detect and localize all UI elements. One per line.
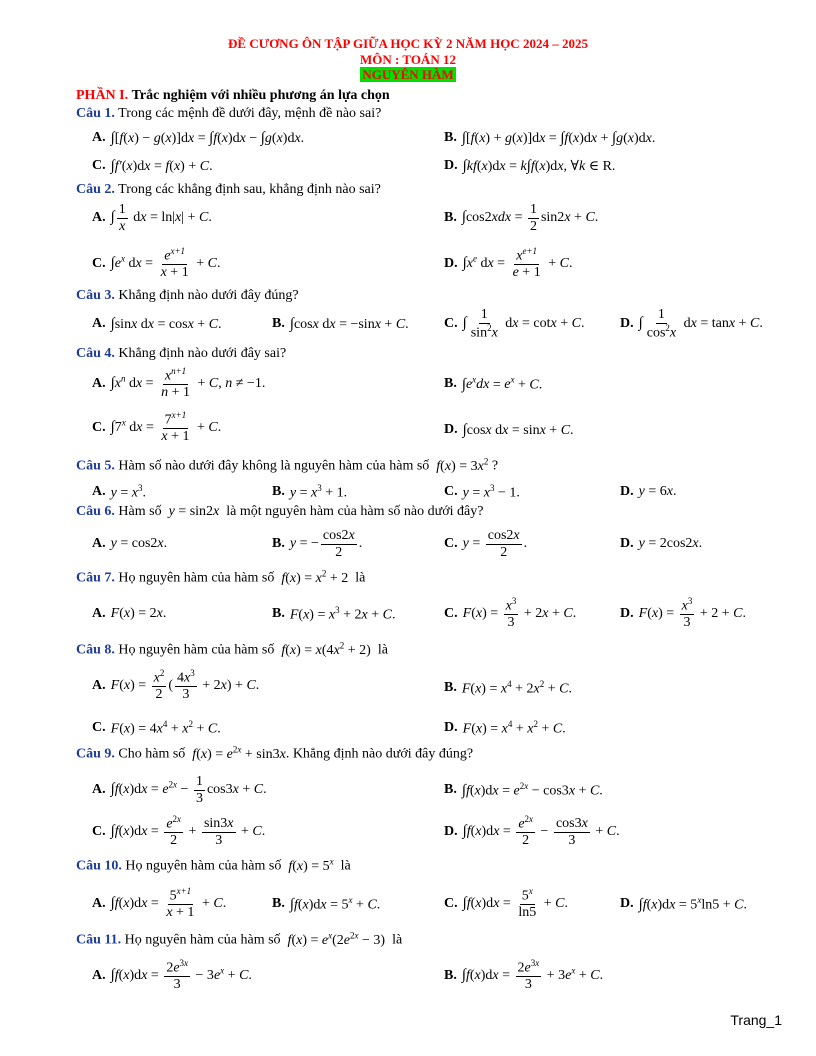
q3-option-a: A. ∫sinx dx = cosx + C. (92, 315, 222, 332)
q8-option-b: B. $F(x) = x^4 + 2x^2 + C$. (444, 678, 572, 697)
question-10: Câu 10. Họ nguyên hàm của hàm số $f(x) = 5^x$ là (76, 856, 351, 874)
q10-option-d: D. $\int f(x)dx = 5^x\ln 5 + C$. (620, 894, 747, 913)
q7-option-a: A. F(x) = 2x. (92, 606, 167, 621)
q8-option-a: A. F(x) = $\frac{x^2}{2}$ ( $\frac{4x^3}{3}$ + 2x) + C. (92, 668, 260, 703)
q7-option-d: D. F(x) = $\frac{x^3}{3}$ + 2 + C. (620, 596, 746, 631)
topic-line (0, 67, 816, 83)
q5-option-b: B. $y = x^3 + 1$. (272, 482, 348, 501)
q4-option-b: B. $\int e^xdx = e^x + C$. (444, 374, 543, 393)
question-2: Câu 2. Trong các khẳng định sau, khẳng định nào sai? (76, 182, 381, 197)
part-label: PHẦN I. (76, 88, 129, 103)
question-7: Câu 7. Họ nguyên hàm của hàm số $f(x) = x^2 + 2$ là (76, 568, 366, 586)
q7-option-b: B. $F(x) = x^3 + 2x + C$. (272, 604, 396, 623)
q5-option-c: C. $y = x^3 - 1$. (444, 482, 520, 501)
q3-option-d: D. ∫ $\frac{1}{\cos^2x}$ dx = tanx + C. (620, 307, 763, 341)
q9-option-b: B. $\int f(x)dx = e^{2x} - \cos 3x + C$. (444, 780, 603, 799)
q4-option-d: D. ∫cosx dx = sinx + C. (444, 421, 574, 438)
q8-option-d: D. $F(x) = x^4 + x^2 + C$. (444, 718, 566, 737)
q9-option-c: C. ∫f(x)dx = $\frac{e^{2x}}{2}$ + $\frac{\sin 3x}{3}$ + C. (92, 814, 266, 849)
q5-option-a: A. $y = x^3$. (92, 482, 146, 501)
question-8: Câu 8. Họ nguyên hàm của hàm số $f(x) = x(4x^2 + 2)$ là (76, 640, 388, 658)
q10-option-a: A. ∫f(x)dx = $\frac{5^{x+1}}{x + 1}$ + C. (92, 886, 227, 921)
q2-option-c: C. $\int e^x$ dx = $\frac{e^{x+1}}{x + 1}$ + C. (92, 246, 221, 281)
q9-option-d: D. ∫f(x)dx = $\frac{e^{2x}}{2}$ − $\frac{\cos 3x}{3}$ + C. (444, 814, 620, 849)
q2-option-d: D. $\int x^e$ dx = $\frac{x^{e+1}}{e + 1}$ + C. (444, 246, 573, 281)
q1-option-b: B. ∫[f(x) + g(x)]dx = ∫f(x)dx + ∫g(x)dx. (444, 129, 656, 146)
q1-option-a: A. ∫[f(x) − g(x)]dx = ∫f(x)dx − ∫g(x)dx. (92, 129, 305, 146)
question-6: Câu 6. Hàm số y = sin2x là một nguyên hàm của hàm số nào dưới đây? (76, 504, 484, 519)
q8-option-c: C. $F(x) = 4x^4 + x^2 + C$. (92, 718, 221, 737)
question-11: Câu 11. Họ nguyên hàm của hàm số $f(x) = e^x(2e^{2x} - 3)$ là (76, 930, 403, 948)
document-title: ĐỀ CƯƠNG ÔN TẬP GIỮA HỌC KỲ 2 NĂM HỌC 2024 – 2025 (228, 36, 588, 51)
topic-highlight: NGUYÊN HÀM (362, 67, 454, 82)
q2-option-b: B. ∫cos2xdx = $\frac{1}{2}$ sin2x + C. (444, 202, 599, 234)
part-heading (76, 88, 390, 104)
q11-option-b: B. ∫f(x)dx = $\frac{2e^{3x}}{3}$ + $3e^x + C$. (444, 958, 604, 993)
q6-option-b: B. y = − $\frac{\cos 2x}{2}$ . (272, 528, 363, 560)
q6-option-d: D. y = 2cos2x. (620, 536, 703, 551)
q1-option-d: D. ∫kf(x)dx = k∫f(x)dx, ∀k ∈ R. (444, 157, 616, 174)
q9-option-a: A. $\int f(x)dx = e^{2x}$ − $\frac{1}{3}$ cos3x + C. (92, 774, 267, 806)
q10-option-c: C. ∫f(x)dx = $\frac{5^x}{\ln 5}$ + C. (444, 886, 568, 921)
question-3: Câu 3. Khẳng định nào dưới đây đúng? (76, 288, 299, 303)
q1-option-c: C. ∫f′(x)dx = f(x) + C. (92, 157, 213, 174)
q3-option-b: B. ∫cosx dx = −sinx + C. (272, 315, 409, 332)
q11-option-a: A. ∫f(x)dx = $\frac{2e^{3x}}{3}$ − $3e^x + C$. (92, 958, 252, 993)
q6-option-a: A. y = cos2x. (92, 536, 168, 551)
q3-option-c: C. ∫ $\frac{1}{\sin^2x}$ dx = cotx + C. (444, 307, 585, 341)
q10-option-b: B. $\int f(x)dx = 5^x + C$. (272, 894, 381, 913)
question-1: Câu 1. Trong các mệnh đề dưới đây, mệnh đề nào sai? (76, 106, 382, 121)
q6-option-c: C. y = $\frac{\cos 2x}{2}$ . (444, 528, 528, 560)
question-5: Câu 5. Hàm số nào dưới đây không là nguyên hàm của hàm số $f(x) = 3x^2$ ? (76, 456, 499, 474)
part-title: Trắc nghiệm với nhiều phương án lựa chọn (131, 88, 390, 103)
q7-option-c: C. F(x) = $\frac{x^3}{3}$ + 2x + C. (444, 596, 577, 631)
q2-option-a: A. ∫ $\frac{1}{x}$ dx = ln|x| + C. (92, 202, 212, 234)
subject-line: MÔN : TOÁN 12 (360, 52, 456, 67)
q4-option-a: A. $\int x^n$ dx = $\frac{x^{n+1}}{n + 1}$ + C, n ≠ −1. (92, 366, 266, 401)
q5-option-d: D. y = 6x. (620, 484, 677, 499)
question-9: Câu 9. Cho hàm số $f(x) = e^{2x} + \sin 3x$. Khẳng định nào dưới đây đúng? (76, 744, 474, 762)
question-4: Câu 4. Khẳng định nào dưới đây sai? (76, 346, 287, 361)
q4-option-c: C. ∫7$^x$ dx = $\frac{7^{x+1}}{x + 1}$ + C. (92, 410, 222, 445)
page-number: Trang_1 (730, 1012, 782, 1028)
